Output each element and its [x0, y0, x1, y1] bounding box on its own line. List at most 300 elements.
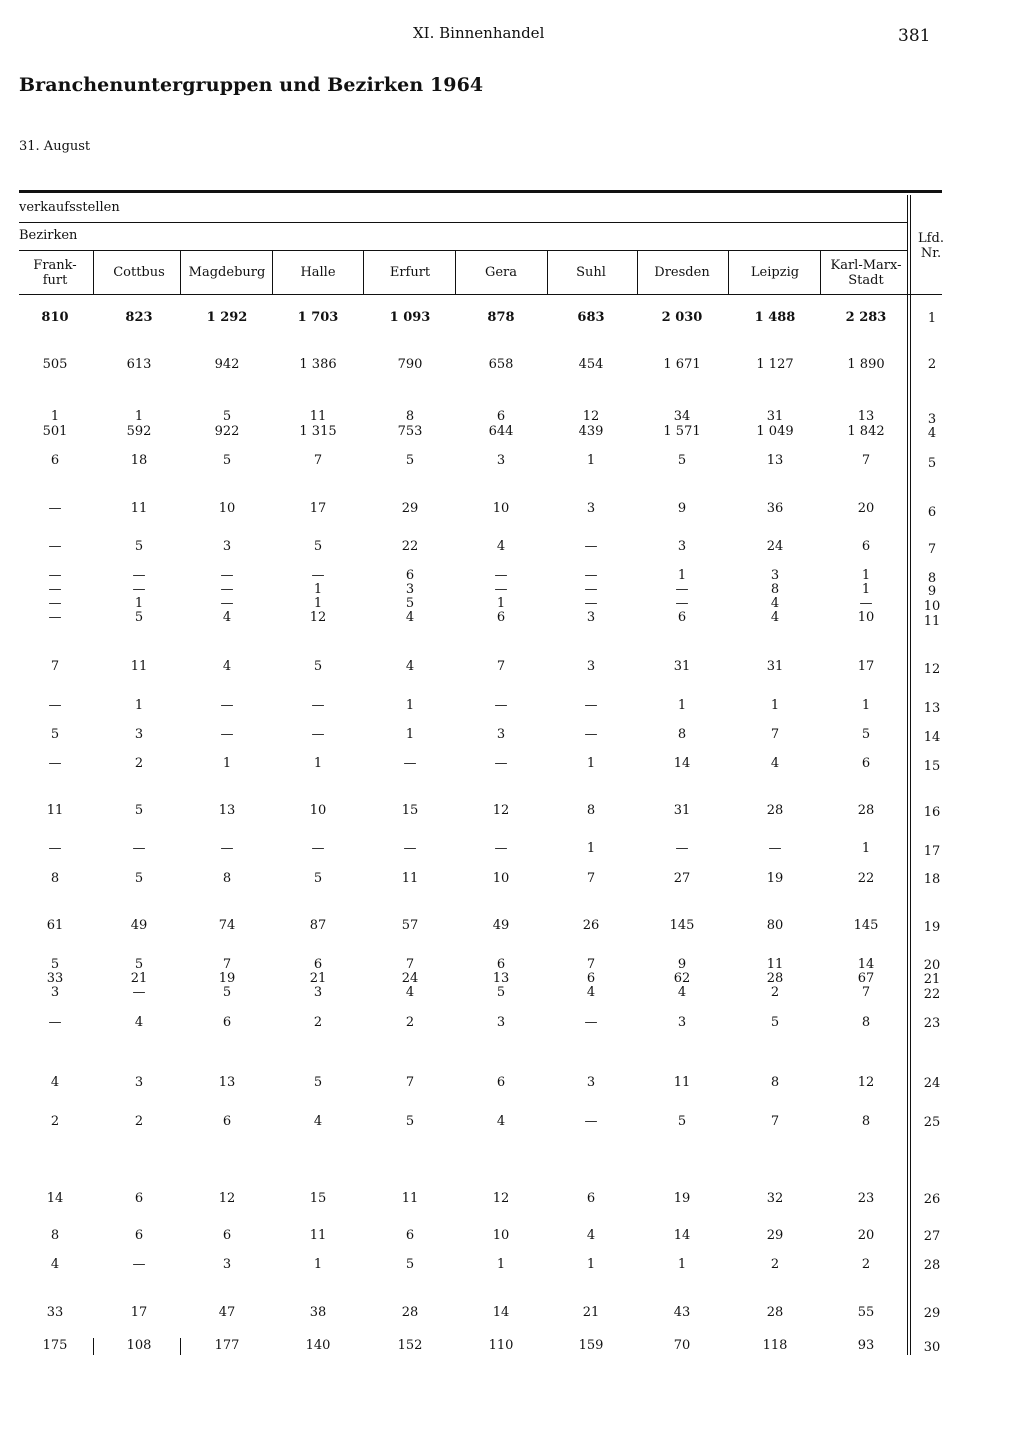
row-number: 2: [927, 357, 937, 372]
table-cell: 140: [305, 1338, 331, 1353]
table-cell: 14: [673, 756, 691, 771]
table-cell: 6: [222, 1114, 232, 1129]
table-cell: 7: [50, 659, 60, 674]
table-cell: 43: [673, 1305, 691, 1320]
table-cell: —: [584, 1015, 598, 1030]
table-cell: 49: [492, 918, 510, 933]
table-cell: 5: [770, 1015, 780, 1030]
column-divider: [93, 251, 94, 294]
table-cell: 145: [853, 918, 879, 933]
table-cell: 5: [677, 453, 687, 468]
table-cell: 67: [857, 971, 875, 986]
table-cell: —: [768, 841, 782, 856]
table-cell: 810: [41, 310, 69, 325]
column-header: Gera: [484, 265, 518, 280]
table-cell: 4: [313, 1114, 323, 1129]
table-cell: 13: [218, 803, 236, 818]
table-cell: —: [675, 596, 689, 611]
table-cell: 4: [50, 1257, 60, 1272]
row-number: 22: [923, 987, 941, 1002]
row-number: 28: [923, 1258, 941, 1273]
table-cell: 5: [496, 985, 506, 1000]
section-heading: XI. Binnenhandel: [413, 24, 545, 42]
table-cell: 613: [126, 357, 152, 372]
table-cell: 1: [586, 756, 596, 771]
table-cell: —: [584, 582, 598, 597]
table-cell: —: [494, 568, 508, 583]
table-cell: 87: [309, 918, 327, 933]
table-cell: 7: [405, 957, 415, 972]
table-cell: —: [494, 582, 508, 597]
table-cell: 9: [677, 957, 687, 972]
table-cell: 2: [405, 1015, 415, 1030]
table-cell: —: [675, 582, 689, 597]
row-number: 20: [923, 958, 941, 973]
row-number: 5: [927, 456, 937, 471]
table-cell: 20: [857, 1228, 875, 1243]
table-cell: 6: [134, 1228, 144, 1243]
table-cell: 7: [222, 957, 232, 972]
column-divider: [93, 1338, 94, 1355]
table-cell: 74: [218, 918, 236, 933]
column-divider: [907, 195, 908, 1355]
table-cell: 14: [857, 957, 875, 972]
table-cell: 70: [673, 1338, 691, 1353]
table-cell: 1: [586, 841, 596, 856]
table-cell: 38: [309, 1305, 327, 1320]
table-cell: —: [220, 727, 234, 742]
table-cell: 1: [50, 409, 60, 424]
page-title: Branchenuntergruppen und Bezirken 1964: [19, 74, 484, 96]
table-cell: 22: [857, 871, 875, 886]
table-cell: 13: [492, 971, 510, 986]
table-cell: 57: [401, 918, 419, 933]
table-cell: 644: [488, 424, 514, 439]
table-cell: —: [494, 698, 508, 713]
column-divider: [455, 251, 456, 294]
table-cell: 11: [130, 501, 148, 516]
column-header: Leipzig: [750, 265, 800, 280]
table-cell: —: [220, 596, 234, 611]
table-cell: —: [311, 698, 325, 713]
table-cell: 3: [405, 582, 415, 597]
table-cell: 1: [313, 1257, 323, 1272]
table-cell: 2: [861, 1257, 871, 1272]
table-cell: 1: [313, 756, 323, 771]
table-cell: 2: [313, 1015, 323, 1030]
table-cell: 2: [134, 756, 144, 771]
table-cell: 1: [677, 568, 687, 583]
table-cell: 6: [405, 1228, 415, 1243]
table-cell: 10: [857, 610, 875, 625]
table-cell: 790: [397, 357, 423, 372]
table-cell: 6: [222, 1228, 232, 1243]
table-cell: 62: [673, 971, 691, 986]
table-cell: 17: [309, 501, 327, 516]
table-cell: 175: [42, 1338, 68, 1353]
table-cell: 5: [313, 871, 323, 886]
table-cell: 19: [766, 871, 784, 886]
table-cell: 823: [125, 310, 153, 325]
table-cell: —: [132, 568, 146, 583]
table-cell: 922: [214, 424, 240, 439]
row-number: 23: [923, 1016, 941, 1031]
table-cell: 8: [677, 727, 687, 742]
table-cell: 3: [586, 1075, 596, 1090]
row-number: 15: [923, 759, 941, 774]
table-cell: 5: [405, 453, 415, 468]
table-cell: 3: [313, 985, 323, 1000]
table-cell: 8: [861, 1114, 871, 1129]
table-cell: 2: [134, 1114, 144, 1129]
table-cell: 1: [677, 1257, 687, 1272]
table-cell: 27: [673, 871, 691, 886]
table-cell: 8: [770, 1075, 780, 1090]
table-cell: 28: [857, 803, 875, 818]
column-header: Cottbus: [113, 265, 165, 280]
table-cell: 24: [401, 971, 419, 986]
table-cell: 6: [222, 1015, 232, 1030]
table-cell: 5: [313, 539, 323, 554]
table-cell: 5: [134, 871, 144, 886]
column-header-rule: [19, 294, 942, 295]
table-cell: 80: [766, 918, 784, 933]
table-cell: 4: [134, 1015, 144, 1030]
table-cell: 2 030: [661, 310, 703, 325]
table-cell: 33: [46, 1305, 64, 1320]
table-cell: 4: [586, 985, 596, 1000]
table-cell: —: [859, 596, 873, 611]
table-cell: 11: [46, 803, 64, 818]
column-header: Halle: [300, 265, 336, 280]
table-cell: 1: [313, 596, 323, 611]
row-number: 30: [923, 1340, 941, 1355]
table-cell: 4: [677, 985, 687, 1000]
table-cell: 4: [586, 1228, 596, 1243]
table-cell: 21: [130, 971, 148, 986]
table-cell: 5: [222, 409, 232, 424]
table-cell: 3: [677, 539, 687, 554]
table-cell: 10: [492, 871, 510, 886]
table-cell: —: [132, 1257, 146, 1272]
column-header: Suhl: [576, 265, 606, 280]
table-cell: 1: [586, 453, 596, 468]
table-cell: 753: [397, 424, 423, 439]
table-cell: 7: [861, 453, 871, 468]
table-cell: 28: [766, 971, 784, 986]
table-cell: 3: [586, 659, 596, 674]
table-cell: —: [48, 582, 62, 597]
table-cell: 439: [578, 424, 604, 439]
table-cell: 12: [857, 1075, 875, 1090]
row-number: 1: [927, 311, 937, 326]
table-cell: 3: [496, 727, 506, 742]
table-cell: 9: [677, 501, 687, 516]
table-cell: 11: [673, 1075, 691, 1090]
table-cell: 1 488: [754, 310, 796, 325]
table-cell: —: [403, 756, 417, 771]
row-number: 24: [923, 1076, 941, 1091]
table-cell: 505: [42, 357, 68, 372]
table-cell: 501: [42, 424, 68, 439]
table-cell: 2: [770, 985, 780, 1000]
table-cell: 658: [488, 357, 514, 372]
table-cell: 3: [222, 1257, 232, 1272]
row-number: 25: [923, 1115, 941, 1130]
table-cell: 4: [405, 610, 415, 625]
table-cell: 10: [492, 501, 510, 516]
table-cell: 12: [492, 1191, 510, 1206]
column-header: Karl-Marx- Stadt: [830, 258, 902, 288]
row-number: 29: [923, 1306, 941, 1321]
table-cell: 15: [309, 1191, 327, 1206]
table-cell: 13: [766, 453, 784, 468]
table-cell: 10: [492, 1228, 510, 1243]
table-cell: 4: [222, 610, 232, 625]
table-cell: 32: [766, 1191, 784, 1206]
table-cell: 61: [46, 918, 64, 933]
table-cell: 3: [770, 568, 780, 583]
table-cell: —: [675, 841, 689, 856]
row-number: 4: [927, 426, 937, 441]
table-cell: 2: [770, 1257, 780, 1272]
row-number: 9: [927, 584, 937, 599]
table-cell: 28: [401, 1305, 419, 1320]
table-cell: 6: [677, 610, 687, 625]
table-cell: 3: [496, 453, 506, 468]
table-cell: 942: [214, 357, 240, 372]
table-cell: —: [48, 756, 62, 771]
table-cell: 26: [582, 918, 600, 933]
column-divider: [363, 251, 364, 294]
table-cell: 21: [582, 1305, 600, 1320]
table-cell: —: [584, 539, 598, 554]
table-cell: 12: [492, 803, 510, 818]
table-cell: 1: [313, 582, 323, 597]
table-cell: 31: [673, 659, 691, 674]
table-cell: —: [494, 841, 508, 856]
column-divider: [820, 251, 821, 294]
table-cell: 4: [770, 756, 780, 771]
table-cell: 34: [673, 409, 691, 424]
table-cell: 5: [134, 803, 144, 818]
table-cell: —: [132, 841, 146, 856]
table-cell: —: [403, 841, 417, 856]
table-cell: 6: [50, 453, 60, 468]
table-cell: 1 292: [206, 310, 248, 325]
table-cell: —: [132, 582, 146, 597]
row-number: 10: [923, 599, 941, 614]
super-header-rule: [19, 222, 908, 223]
row-number: 27: [923, 1229, 941, 1244]
table-cell: 145: [669, 918, 695, 933]
table-cell: 3: [586, 610, 596, 625]
row-number: 7: [927, 542, 937, 557]
table-cell: 1: [861, 841, 871, 856]
table-cell: 878: [487, 310, 515, 325]
table-cell: 5: [313, 1075, 323, 1090]
table-cell: —: [132, 985, 146, 1000]
table-cell: 1: [677, 698, 687, 713]
table-cell: 7: [770, 727, 780, 742]
lfd-nr-header: Lfd. Nr.: [918, 231, 944, 261]
table-cell: 5: [134, 610, 144, 625]
table-cell: 29: [401, 501, 419, 516]
table-cell: 6: [496, 957, 506, 972]
table-cell: 6: [496, 409, 506, 424]
table-cell: 6: [586, 1191, 596, 1206]
table-cell: —: [48, 610, 62, 625]
table-cell: 23: [857, 1191, 875, 1206]
table-cell: —: [311, 568, 325, 583]
table-cell: 7: [405, 1075, 415, 1090]
table-cell: 5: [861, 727, 871, 742]
group-header: Bezirken: [19, 228, 78, 243]
column-divider: [547, 251, 548, 294]
table-cell: 1 386: [299, 357, 337, 372]
table-cell: 13: [857, 409, 875, 424]
table-cell: 11: [401, 871, 419, 886]
table-cell: 6: [134, 1191, 144, 1206]
table-cell: —: [48, 501, 62, 516]
table-cell: 5: [134, 539, 144, 554]
table-cell: 10: [309, 803, 327, 818]
table-cell: —: [311, 841, 325, 856]
column-header: Dresden: [654, 265, 710, 280]
row-number: 26: [923, 1192, 941, 1207]
table-cell: 13: [218, 1075, 236, 1090]
table-cell: 7: [861, 985, 871, 1000]
table-cell: 7: [586, 957, 596, 972]
table-cell: 5: [222, 453, 232, 468]
table-cell: 33: [46, 971, 64, 986]
table-cell: 49: [130, 918, 148, 933]
table-cell: —: [48, 841, 62, 856]
table-cell: 7: [313, 453, 323, 468]
super-header: verkaufsstellen: [19, 200, 120, 215]
table-cell: 8: [222, 871, 232, 886]
table-cell: 3: [50, 985, 60, 1000]
table-cell: 1 315: [299, 424, 337, 439]
row-number: 19: [923, 920, 941, 935]
table-cell: 159: [578, 1338, 604, 1353]
row-number: 17: [923, 844, 941, 859]
table-cell: 24: [766, 539, 784, 554]
table-cell: 1 671: [663, 357, 701, 372]
column-divider: [728, 251, 729, 294]
table-cell: 3: [586, 501, 596, 516]
table-cell: —: [220, 568, 234, 583]
table-cell: 31: [766, 409, 784, 424]
table-cell: 14: [46, 1191, 64, 1206]
table-cell: 12: [218, 1191, 236, 1206]
table-cell: 11: [130, 659, 148, 674]
table-cell: —: [584, 698, 598, 713]
table-cell: 12: [309, 610, 327, 625]
row-number: 12: [923, 662, 941, 677]
table-cell: 1: [770, 698, 780, 713]
table-cell: 4: [405, 659, 415, 674]
table-cell: 1: [861, 582, 871, 597]
table-cell: 8: [586, 803, 596, 818]
table-cell: 55: [857, 1305, 875, 1320]
table-cell: 5: [677, 1114, 687, 1129]
table-cell: 1: [586, 1257, 596, 1272]
table-cell: 93: [857, 1338, 875, 1353]
table-cell: 28: [766, 1305, 784, 1320]
column-header: Magdeburg: [188, 265, 266, 280]
table-cell: 6: [861, 539, 871, 554]
table-cell: 6: [405, 568, 415, 583]
column-divider: [910, 195, 911, 1355]
table-cell: —: [220, 582, 234, 597]
table-cell: 5: [313, 659, 323, 674]
table-cell: —: [311, 727, 325, 742]
table-cell: 11: [309, 409, 327, 424]
table-cell: 36: [766, 501, 784, 516]
table-cell: 3: [134, 1075, 144, 1090]
table-cell: 1 571: [663, 424, 701, 439]
table-cell: 8: [861, 1015, 871, 1030]
table-cell: —: [584, 596, 598, 611]
column-header: Erfurt: [389, 265, 431, 280]
table-cell: 20: [857, 501, 875, 516]
column-divider: [180, 1338, 181, 1355]
table-cell: 18: [130, 453, 148, 468]
group-header-rule: [19, 250, 908, 251]
table-cell: —: [48, 539, 62, 554]
row-number: 16: [923, 805, 941, 820]
table-cell: 4: [50, 1075, 60, 1090]
table-cell: 1: [134, 409, 144, 424]
table-cell: 19: [218, 971, 236, 986]
table-cell: 28: [766, 803, 784, 818]
table-cell: 4: [770, 610, 780, 625]
table-cell: 6: [586, 971, 596, 986]
table-cell: 12: [582, 409, 600, 424]
table-cell: —: [220, 841, 234, 856]
row-number: 18: [923, 872, 941, 887]
table-cell: 10: [218, 501, 236, 516]
table-cell: 1 890: [847, 357, 885, 372]
table-cell: 6: [313, 957, 323, 972]
table-cell: 7: [586, 871, 596, 886]
table-cell: 6: [861, 756, 871, 771]
row-number: 21: [923, 972, 941, 987]
column-divider: [637, 251, 638, 294]
table-cell: 4: [222, 659, 232, 674]
table-cell: 1 703: [297, 310, 339, 325]
row-number: 14: [923, 730, 941, 745]
table-cell: 1 842: [847, 424, 885, 439]
table-cell: 1: [405, 727, 415, 742]
table-cell: 1: [496, 1257, 506, 1272]
table-cell: 5: [405, 596, 415, 611]
table-cell: 7: [496, 659, 506, 674]
table-cell: 31: [766, 659, 784, 674]
table-cell: 17: [857, 659, 875, 674]
table-cell: 4: [496, 539, 506, 554]
table-cell: —: [584, 568, 598, 583]
table-cell: —: [48, 568, 62, 583]
table-cell: 8: [405, 409, 415, 424]
table-cell: 47: [218, 1305, 236, 1320]
table-cell: 3: [222, 539, 232, 554]
table-cell: 5: [134, 957, 144, 972]
table-cell: 6: [496, 610, 506, 625]
table-cell: 11: [309, 1228, 327, 1243]
table-top-rule: [19, 190, 942, 193]
